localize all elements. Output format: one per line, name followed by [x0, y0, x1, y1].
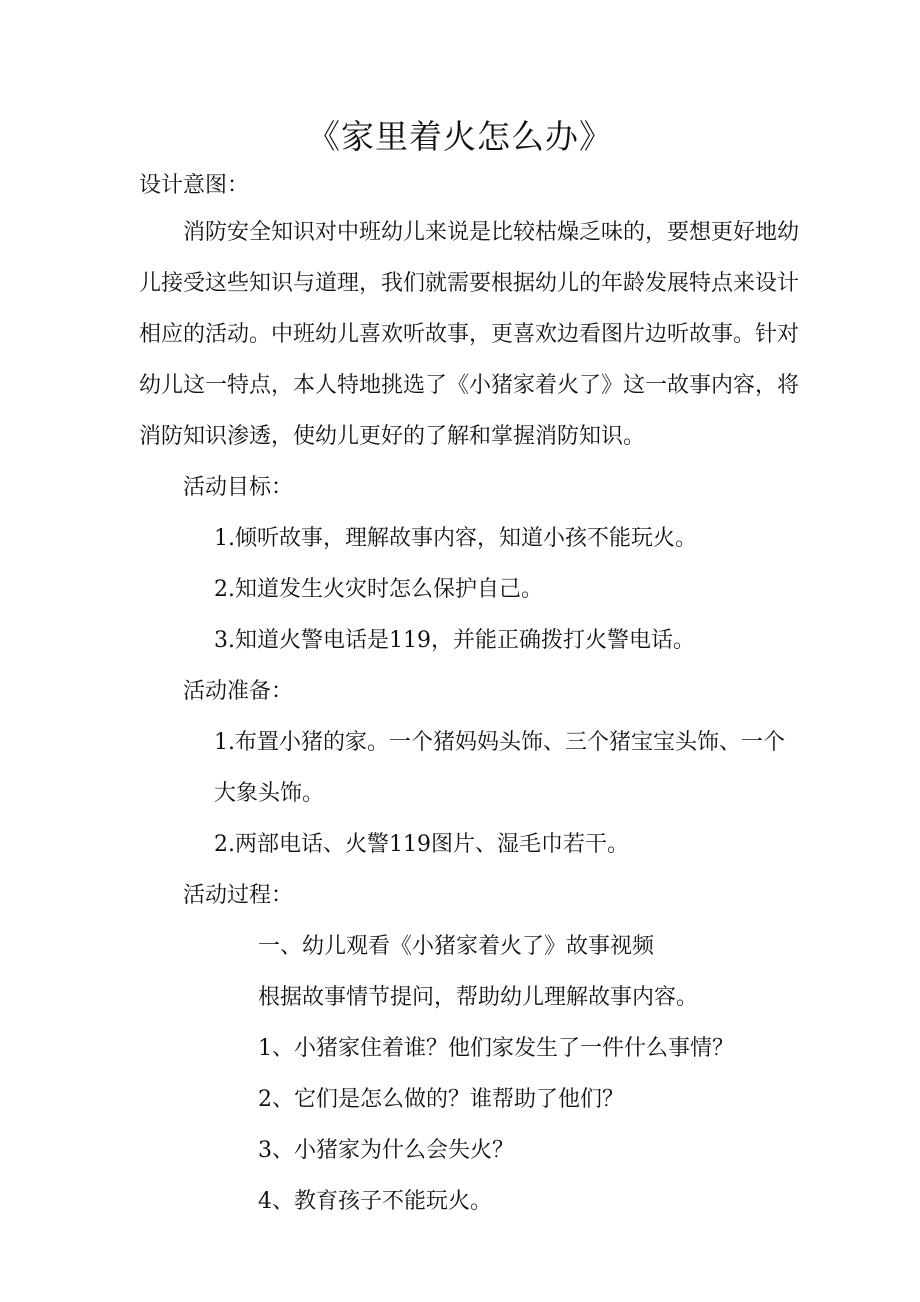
process-question-4: 4、教育孩子不能玩火。: [258, 1189, 492, 1214]
design-intent-line-3: 相应的活动。中班幼儿喜欢听故事，更喜欢边看图片边听故事。针对: [139, 322, 800, 347]
preparation-item-1-line-1: 1.布置小猪的家。一个猪妈妈头饰、三个猪宝宝头饰、一个: [214, 730, 785, 755]
document-title: 《家里着火怎么办》: [307, 117, 613, 156]
design-intent-line-5: 消防知识渗透，使幼儿更好的了解和掌握消防知识。: [139, 424, 646, 449]
process-step-1-intro: 根据故事情节提问，帮助幼儿理解故事内容。: [258, 985, 699, 1010]
process-question-3: 3、小猪家为什么会失火？: [258, 1138, 514, 1163]
preparation-item-1-line-2: 大象头饰。: [214, 781, 325, 806]
goal-item-2: 2.知道发生火灾时怎么保护自己。: [214, 577, 543, 602]
preparation-heading: 活动准备：: [183, 679, 294, 704]
preparation-item-2: 2.两部电话、火警119图片、湿毛巾若干。: [214, 832, 629, 857]
goal-item-1: 1.倾听故事，理解故事内容，知道小孩不能玩火。: [214, 526, 697, 551]
design-intent-line-2: 儿接受这些知识与道理，我们就需要根据幼儿的年龄发展特点来设计: [139, 271, 800, 296]
process-heading: 活动过程：: [183, 883, 294, 908]
goal-item-3: 3.知道火警电话是119，并能正确拨打火警电话。: [214, 628, 695, 653]
process-step-1-title: 一、幼儿观看《小猪家着火了》故事视频: [258, 934, 655, 959]
process-question-2: 2、它们是怎么做的？谁帮助了他们？: [258, 1087, 624, 1112]
goals-heading: 活动目标：: [183, 475, 294, 500]
design-intent-line-1: 消防安全知识对中班幼儿来说是比较枯燥乏味的，要想更好地幼: [183, 220, 800, 245]
design-intent-heading: 设计意图：: [139, 173, 250, 198]
process-question-1: 1、小猪家住着谁？他们家发生了一件什么事情？: [258, 1036, 734, 1061]
design-intent-line-4: 幼儿这一特点，本人特地挑选了《小猪家着火了》这一故事内容，将: [139, 373, 800, 398]
